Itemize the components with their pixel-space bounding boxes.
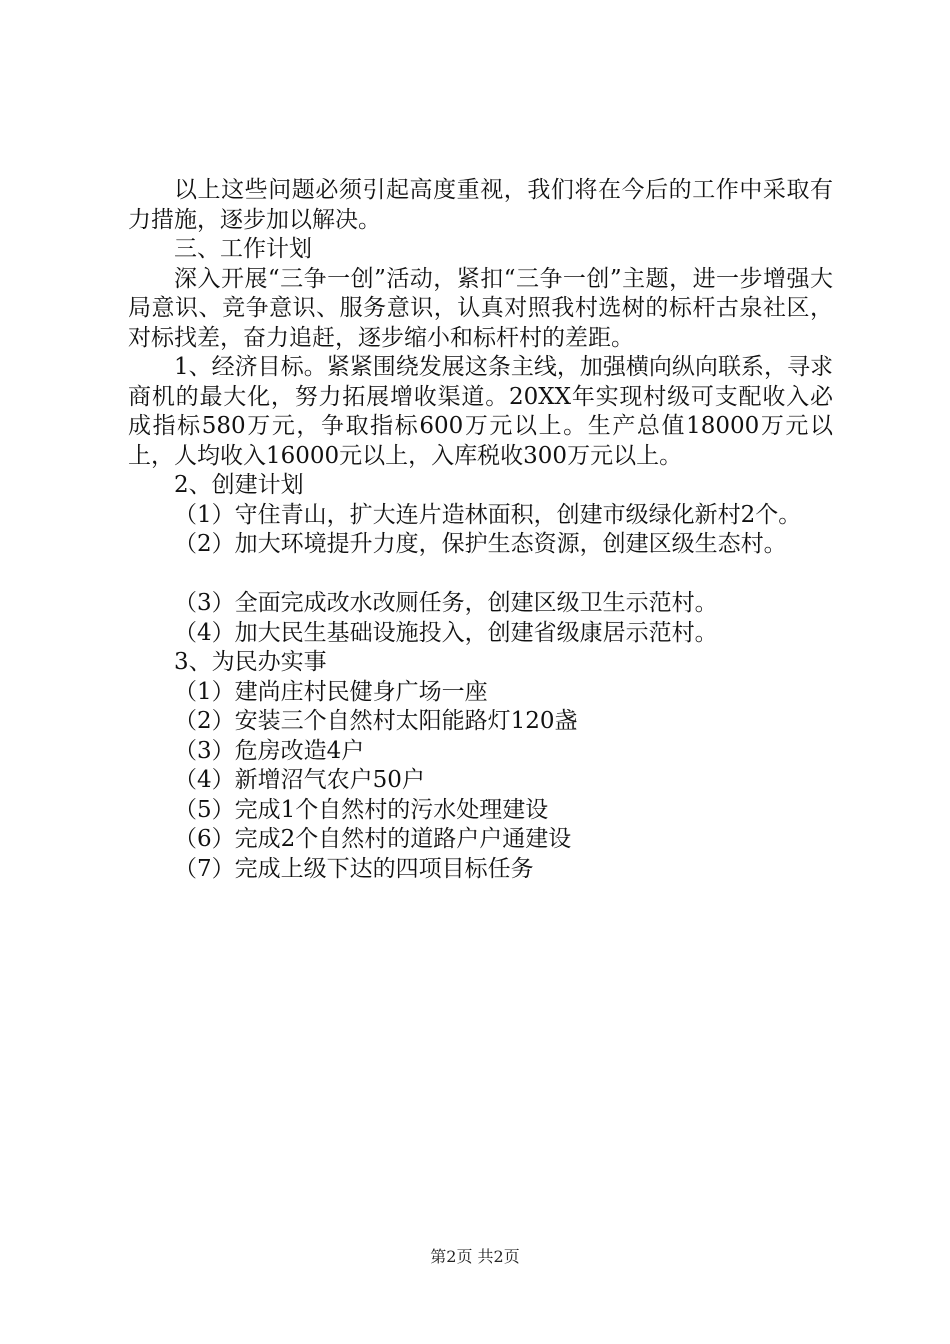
paragraph-work-plan-intro: 深入开展“三争一创”活动，紧扣“三争一创”主题，进一步增强大局意识、竞争意识、服务意识，认真对照我村选树的标杆古泉社区，对标找差，奋力追赶，逐步缩小和标杆村的差距。 (128, 265, 833, 351)
list-item: （5）完成1个自然村的污水处理建设 (174, 796, 549, 823)
document-body (128, 176, 833, 884)
creation-plan-item-3: （3）全面完成改水改厕任务，创建区级卫生示范村。 (174, 590, 718, 616)
list-item: （1）建尚庄村民健身广场一座 (174, 678, 488, 705)
section-heading-work-plan: 三、工作计划 (174, 236, 312, 262)
creation-plan-item-1: （1）守住青山，扩大连片造林面积，创建市级绿化新村2个。 (174, 501, 802, 528)
paragraph-problems-summary: 以上这些问题必须引起高度重视，我们将在今后的工作中采取有力措施，逐步加以解决。 (128, 177, 833, 233)
list-item: （4）新增沼气农户50户 (174, 767, 425, 793)
list-item: （7）完成上级下达的四项目标任务 (174, 855, 534, 882)
subheading-creation-plan: 2、创建计划 (174, 472, 304, 498)
list-item: （6）完成2个自然村的道路户户通建设 (174, 826, 572, 852)
paragraph-spacer (128, 560, 833, 590)
list-item: （3）危房改造4户 (174, 737, 365, 764)
creation-plan-item-2: （2）加大环境提升力度，保护生态资源，创建区级生态村。 (174, 531, 787, 557)
paragraph-economic-goals: 1、经济目标。紧紧围绕发展这条主线，加强横向纵向联系，寻求商机的最大化，努力拓展增收渠道。20XX年实现村级可支配收入必成指标580万元，争取指标600万元以上。生产总值18000万元以上，人均收入16000元以上，入库税收300万元以上。 (128, 354, 833, 469)
list-item: （2）安装三个自然村太阳能路灯120盏 (174, 708, 578, 734)
subheading-public-service: 3、为民办实事 (174, 649, 327, 675)
page-number-footer: 第2页 共2页 (430, 1247, 520, 1266)
creation-plan-item-4: （4）加大民生基础设施投入，创建省级康居示范村。 (174, 619, 718, 646)
